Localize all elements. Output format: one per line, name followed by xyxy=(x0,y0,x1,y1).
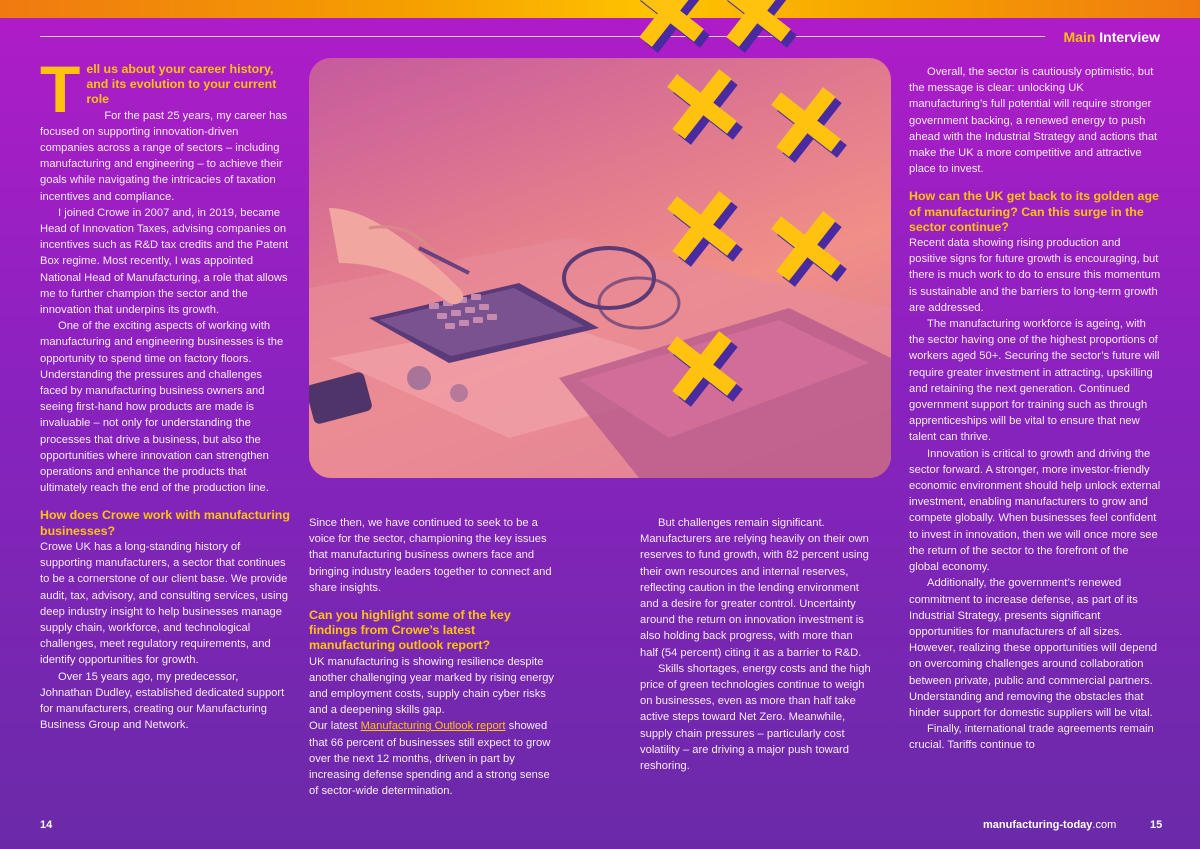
section-label-interview: Interview xyxy=(1099,29,1160,45)
header-rule xyxy=(40,36,1045,37)
page-number-right: 15 xyxy=(1150,819,1163,831)
body-paragraph: The manufacturing workforce is ageing, with the sector having one of the highest proportions of workers aged 50+. Securing the sector’s future will require greater investment in attracting, upskilling and retaining the next generation. Continued government support for training such as through apprenticeships will be vital to ensure that new talent can thrive. xyxy=(909,318,1160,444)
column-4 xyxy=(909,64,1161,754)
outlook-report-link[interactable]: Manufacturing Outlook report xyxy=(360,720,506,733)
body-paragraph: One of the exciting aspects of working with manufacturing and engineering businesses is the opportunity to spend time on factory floors. Understanding the pressures and challenges faced by manufacturing business owners and seeing first-hand how products are made is invaluable – not only for understanding the processes that drive a business, but also the opportunities where innovation can strengthen operations and enhance the products that ultimately reach the end of the production line. xyxy=(40,320,284,495)
body-paragraph: Additionally, the government’s renewed commitment to increase defense, as part of its Industrial Strategy, presents significant opportunities for manufacturers of all sizes. However, realizing these opportunities will depend on overcoming challenges around collaboration between private, public and commercial partners. Understanding and removing the obstacles that hinder support for domestic suppliers will be vital. xyxy=(909,577,1158,719)
column-1 xyxy=(40,52,292,733)
text-span: Our latest xyxy=(309,720,361,733)
question-heading-4: How can the UK get back to its golden age of manufacturing? Can this surge in the sector continue? xyxy=(909,189,1159,234)
body-paragraph: Skills shortages, energy costs and the high price of green technologies continue to weigh on businesses, even as more than half take active steps toward Net Zero. Meanwhile, supply chain pressures – particularly cost volatility – are driving a major push toward reshoring. xyxy=(640,662,871,773)
domain-main: manufacturing-today xyxy=(983,819,1093,831)
section-label-main: Main xyxy=(1063,29,1096,45)
body-paragraph: UK manufacturing is showing resilience despite another challenging year marked by rising energy and employment costs, supply chain cyber risks and a deepening skills gap. xyxy=(309,655,555,717)
column-3 xyxy=(640,515,872,774)
text-span: showed that 66 percent of businesses still expect to grow over the next 12 months, driven in part by increasing defense spending and a strong sense of sector-wide determination. xyxy=(309,720,551,798)
body-paragraph xyxy=(309,718,561,799)
question-heading-1: ell us about your career history, and its evolution to your current role xyxy=(86,62,277,107)
hero-photo xyxy=(309,58,891,478)
question-heading-2: How does Crowe work with manufacturing businesses? xyxy=(40,508,290,538)
body-paragraph: Crowe UK has a long-standing history of supporting manufacturers, a sector that continues to be a cornerstone of our client base. We provide audit, tax, advisory, and consulting services, using deep industry insight to help businesses manage supply chain, workforce, and technological challenges, meet regulatory requirements, and identify opportunities for growth. xyxy=(40,540,288,667)
body-paragraph: Since then, we have continued to seek to be a voice for the sector, championing the key issues that manufacturing business owners face and bringing industry leaders together to connect and share insights. xyxy=(309,517,552,594)
body-paragraph: Innovation is critical to growth and driving the sector forward. A stronger, more investor-friendly economic environment should help unlock external investment, enabling manufacturers to grow and compete globally. When businesses feel confident to invest in innovation, then we will once more see the return of the sector to the forefront of the global economy. xyxy=(909,447,1161,574)
top-accent-bar xyxy=(0,0,1200,18)
domain-suffix: .com xyxy=(1092,819,1117,831)
calculator-photo-illustration xyxy=(309,58,891,478)
body-paragraph: But challenges remain significant. Manufacturers are relying heavily on their own reserves to fund growth, with 82 percent using their own resources and internal reserves, reflecting caution in the lending environment and a desire for greater control. Uncertainty around the return on innovation investment is also holding back progress, with more than half (54 percent) citing it as a barrier to R&D. xyxy=(640,517,869,659)
page-number-left: 14 xyxy=(40,819,53,831)
body-paragraph: For the past 25 years, my career has focused on supporting innovation-driven companies across a range of sectors – including manufacturing and engineering – to achieve their goals while navigating the intricacies of taxation incentives and compliance. xyxy=(40,109,288,203)
body-paragraph: Recent data showing rising production and positive signs for future growth is encouraging, but there is much work to do to ensure this momentum is sustainable and the barriers to long-term growth are addressed. xyxy=(909,237,1161,314)
footer-domain xyxy=(983,819,1116,831)
body-paragraph: I joined Crowe in 2007 and, in 2019, became Head of Innovation Taxes, advising companies on incentives such as R&D tax credits and the Patent Box regime. Most recently, I was appointed National Head of Manufacturing, a role that allows me to further champion the sector and the innovation that underpins its growth. xyxy=(40,206,289,317)
section-label xyxy=(1064,29,1160,45)
question-heading-3: Can you highlight some of the key findings from Crowe’s latest manufacturing outlook report? xyxy=(309,608,511,653)
body-paragraph: Over 15 years ago, my predecessor, Johnathan Dudley, established dedicated support for manufacturers, creating our Manufacturing Business Group and Network. xyxy=(40,670,285,732)
body-paragraph: Finally, international trade agreements remain crucial. Tariffs continue to xyxy=(909,723,1154,752)
column-2 xyxy=(309,515,561,799)
body-paragraph: Overall, the sector is cautiously optimistic, but the message is clear: unlocking UK manufacturing’s full potential will require stronger government backing, a renewed energy to push ahead with the Industrial Strategy and actions that make the UK a more competitive and attractive place to invest. xyxy=(909,66,1158,176)
drop-cap: T xyxy=(40,52,81,126)
